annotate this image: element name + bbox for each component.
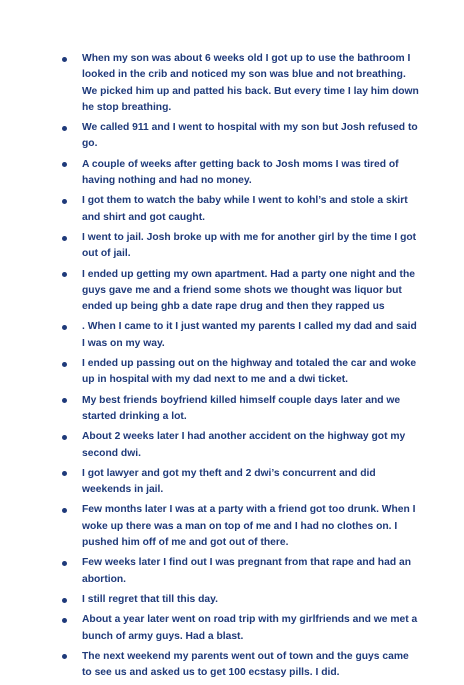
list-item [60,319,420,352]
list-item-text: I still regret that till this day. [82,593,218,605]
bullet-dot-icon [62,618,67,623]
bullet-dot-icon [62,435,67,440]
list-item-text: A couple of weeks after getting back to Josh moms I was tired of having nothing and had no money. [82,158,399,187]
list-item [60,393,420,426]
bullet-dot-icon [62,236,67,241]
list-item [60,612,420,645]
list-item [60,356,420,389]
bullet-dot-icon [62,654,67,659]
bullet-dot-icon [62,272,67,277]
bullet-dot-icon [62,162,67,167]
bullet-dot-icon [62,57,67,62]
bullet-dot-icon [62,199,67,204]
list-item-text: About 2 weeks later I had another accident on the highway got my second dwi. [82,431,406,459]
list-item-text: The next weekend my parents went out of town and the guys came to see us and asked us to get 100 ecstasy pills. I did. [82,650,409,679]
list-item [60,502,420,551]
list-item [60,592,420,608]
list-item-text: I ended up getting my own apartment. Had a party one night and the guys gave me and a friend some shots we thought was liquor but ended up being ghb a date rape drug and then they rapped us [82,268,415,313]
bullet-list [60,51,420,685]
list-item-text: My best friends boyfriend killed himself couple days later and we started drinking a lot. [82,394,401,422]
list-item [60,157,420,190]
list-item-text: Few months later I was at a party with a friend got too drunk. When I woke up there was a man on top of me and I had no clothes on. I pushed him off of me and got out of there. [82,504,416,549]
bullet-dot-icon [62,126,67,131]
list-item [60,193,420,226]
list-item-text: When my son was about 6 weeks old I got up to use the bathroom I looked in the crib and noticed my son was blue and not breathing. We picked him up and patted his back. But every time I lay him down he stop breathing. [82,53,419,113]
bullet-dot-icon [62,598,67,603]
list-item [60,466,420,499]
list-item [60,649,420,682]
list-item-text: I ended up passing out on the highway and totaled the car and woke up in hospital with my dad next to me and a dwi ticket. [82,358,417,386]
list-item [60,230,420,263]
bullet-dot-icon [62,561,67,566]
bullet-dot-icon [62,398,67,403]
list-item [60,120,420,153]
list-item-text: I got lawyer and got my theft and 2 dwi’s concurrent and did weekends in jail. [82,467,376,496]
bullet-dot-icon [62,362,67,367]
list-item-text: I got them to watch the baby while I went to kohl’s and stole a skirt and shirt and got caught. [82,195,408,223]
list-item-text: About a year later went on road trip with my girlfriends and we met a bunch of army guys. Had a blast. [82,614,418,642]
list-item [60,267,420,316]
list-item [60,555,420,588]
list-item-text: Few weeks later I find out I was pregnant from that rape and had an abortion. [82,557,411,585]
list-item-text: We called 911 and I went to hospital with my son but Josh refused to go. [82,122,418,150]
list-item [60,429,420,462]
list-item-text: I went to jail. Josh broke up with me for another girl by the time I got out of jail. [82,231,417,260]
bullet-dot-icon [62,471,67,476]
bullet-dot-icon [62,325,67,330]
list-item [60,51,420,116]
bullet-dot-icon [62,508,67,513]
list-item-text: . When I came to it I just wanted my parents I called my dad and said I was on my way. [82,321,417,349]
